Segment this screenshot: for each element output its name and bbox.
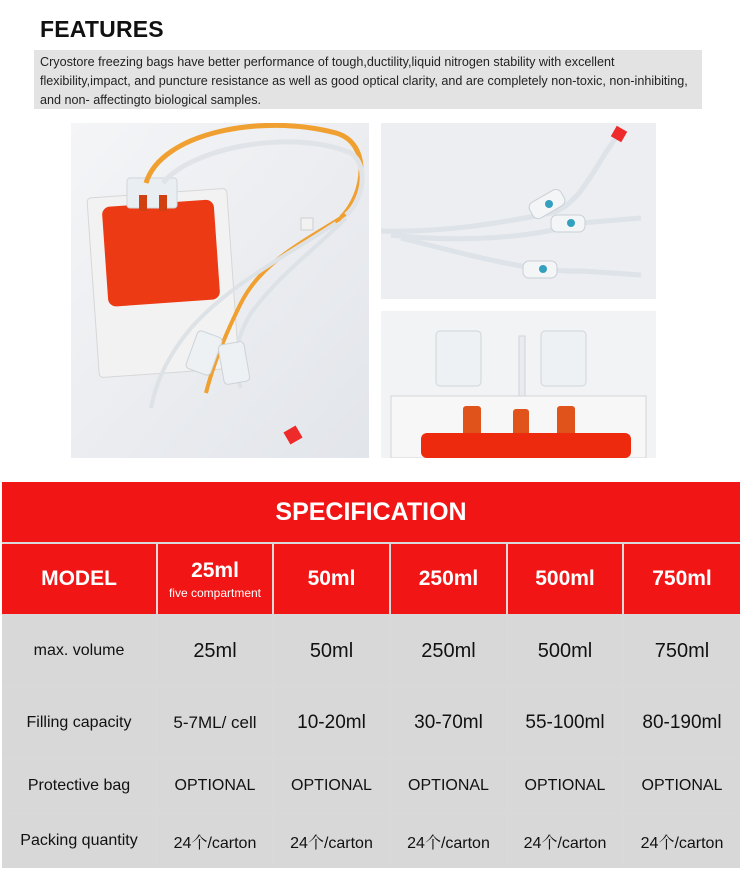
table-cell: OPTIONAL (274, 760, 389, 812)
table-cell: 10-20ml (274, 688, 389, 758)
table-cell: OPTIONAL (391, 760, 506, 812)
row-label-max-volume: max. volume (2, 616, 156, 686)
specification-title: SPECIFICATION (2, 482, 740, 542)
table-cell: 24个/carton (508, 814, 622, 868)
features-description: Cryostore freezing bags have better performance of tough,ductility,liquid nitrogen stability with excellent flexibility,impact, and puncture resistance as well as good optical clarity, and are completely non-toxic, non-inhibiting, and non- affectingto biological samples. (34, 50, 702, 109)
table-cell: 24个/carton (624, 814, 740, 868)
row-label-packing-quantity: Packing quantity (2, 814, 156, 868)
table-cell: OPTIONAL (158, 760, 272, 812)
table-cell: 5-7ML/ cell (158, 688, 272, 758)
table-cell: OPTIONAL (508, 760, 622, 812)
table-cell: 80-190ml (624, 688, 740, 758)
table-cell: 500ml (508, 616, 622, 686)
table-cell: 50ml (274, 616, 389, 686)
model-header-750ml: 750ml (624, 544, 740, 614)
model-header-250ml: 250ml (391, 544, 506, 614)
table-cell: 750ml (624, 616, 740, 686)
table-cell: 55-100ml (508, 688, 622, 758)
model-header-25ml (158, 544, 272, 614)
table-cell: 24个/carton (391, 814, 506, 868)
model-header-label: MODEL (2, 544, 156, 614)
table-cell: 25ml (158, 616, 272, 686)
row-label-protective-bag: Protective bag (2, 760, 156, 812)
model-name: 25ml (191, 558, 239, 582)
model-header-500ml: 500ml (508, 544, 622, 614)
table-cell: 250ml (391, 616, 506, 686)
cryobag-photo-main (71, 123, 369, 458)
row-label-filling-capacity: Filling capacity (2, 688, 156, 758)
table-cell: OPTIONAL (624, 760, 740, 812)
model-header-50ml: 50ml (274, 544, 389, 614)
table-cell: 24个/carton (274, 814, 389, 868)
features-title: FEATURES (40, 16, 164, 42)
cryobag-photo-connectors (381, 123, 656, 299)
specification-table (2, 482, 740, 868)
table-cell: 24个/carton (158, 814, 272, 868)
table-cell: 30-70ml (391, 688, 506, 758)
model-note: five compartment (168, 585, 262, 600)
cryobag-photo-ports (381, 311, 656, 458)
